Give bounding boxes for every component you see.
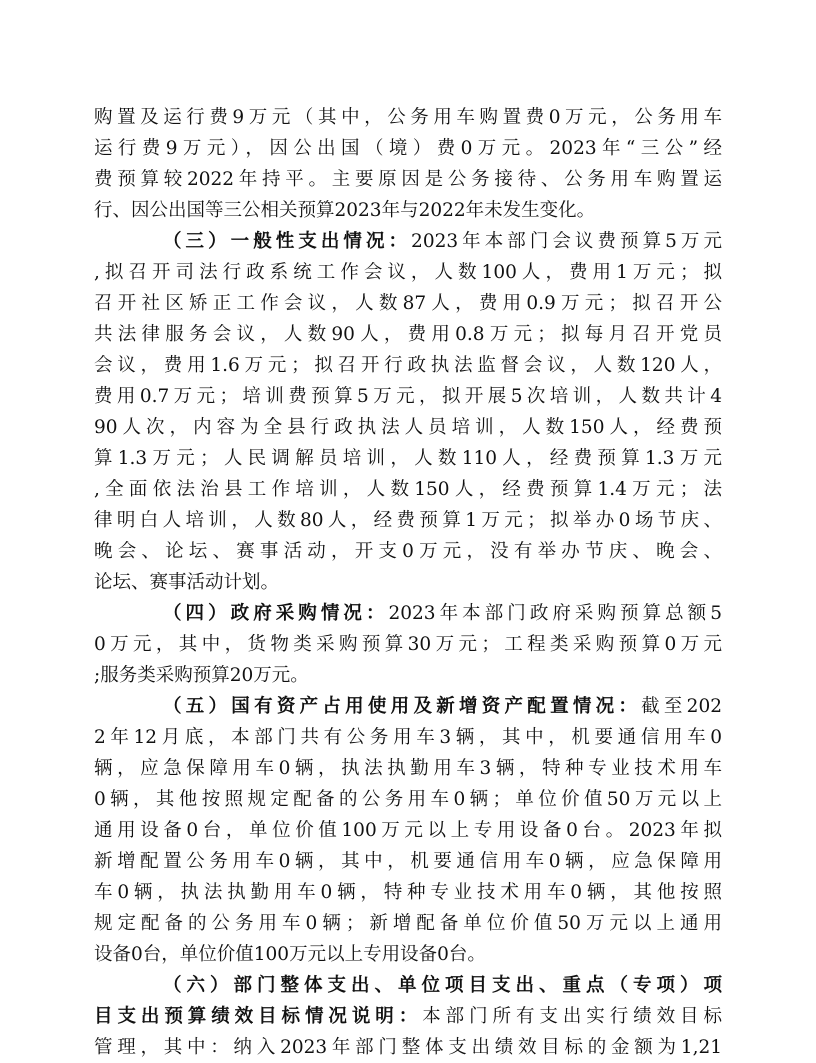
section-heading-line: （四）政府采购情况：2023年本部门政府采购预算总额5 bbox=[163, 603, 722, 624]
section-heading: （三）一般性支出情况： bbox=[163, 231, 412, 252]
body-line: 管理，其中：纳入2023年部门整体支出绩效目标的金额为1,21 bbox=[94, 1037, 722, 1058]
body-line: 召开社区矫正工作会议，人数87人，费用0.9万元；拟召开公 bbox=[94, 293, 722, 314]
section-heading-line: （三）一般性支出情况：2023年本部门会议费预算5万元 bbox=[163, 231, 722, 252]
body-line: 车0辆，执法执勤用车0辆，特种专业技术用车0辆，其他按照 bbox=[94, 882, 722, 903]
body-line: 运行费9万元），因公出国（境）费0万元。2023年“三公”经 bbox=[94, 138, 722, 159]
body-line: 辆，应急保障用车0辆，执法执勤用车3辆，特种专业技术用车 bbox=[94, 758, 722, 779]
body-line: 会议，费用1.6万元；拟召开行政执法监督会议，人数120人， bbox=[94, 355, 722, 376]
body-line: 晚会、论坛、赛事活动，开支0万元，没有举办节庆、晚会、 bbox=[94, 541, 722, 562]
body-line: 通用设备0台，单位价值100万元以上专用设备0台。2023年拟 bbox=[94, 820, 722, 841]
body-line: 购置及运行费9万元（其中，公务用车购置费0万元，公务用车 bbox=[94, 107, 722, 128]
body-line: 90人次，内容为全县行政执法人员培训，人数150人，经费预 bbox=[94, 417, 722, 438]
body-line: 行、因公出国等三公相关预算2023年与2022年未发生变化。 bbox=[94, 200, 596, 221]
body-line: ,全面依法治县工作培训，人数150人，经费预算1.4万元；法 bbox=[94, 479, 722, 500]
section-heading-line bbox=[163, 971, 722, 1001]
section-heading-line: （五）国有资产占用使用及新增资产配置情况：截至202 bbox=[163, 696, 722, 717]
body-line: 论坛、赛事活动计划。 bbox=[94, 572, 280, 593]
body-line: 算1.3万元；人民调解员培训，人数110人，经费预算1.3万元 bbox=[94, 448, 722, 469]
section-heading: （六）部门整体支出、单位项目支出、重点（专项）项 bbox=[163, 975, 722, 996]
body-line: 目支出预算绩效目标情况说明：本部门所有支出实行绩效目标 bbox=[94, 1006, 722, 1027]
body-line: 共法律服务会议，人数90人，费用0.8万元；拟每月召开党员 bbox=[94, 324, 722, 345]
body-line: 设备0台，单位价值100万元以上专用设备0台。 bbox=[94, 944, 486, 965]
body-line: ,拟召开司法行政系统工作会议，人数100人，费用1万元；拟 bbox=[94, 262, 722, 283]
body-line: 2年12月底，本部门共有公务用车3辆，其中，机要通信用车0 bbox=[94, 727, 722, 748]
body-line: 规定配备的公务用车0辆；新增配备单位价值50万元以上通用 bbox=[94, 913, 722, 934]
section-heading: （五）国有资产占用使用及新增资产配置情况： bbox=[163, 696, 642, 717]
section-heading: 目支出预算绩效目标情况说明： bbox=[94, 1006, 423, 1027]
body-line: 0辆，其他按照规定配备的公务用车0辆；单位价值50万元以上 bbox=[94, 789, 722, 810]
body-line: ;服务类采购预算20万元。 bbox=[94, 665, 309, 686]
body-line: 费用0.7万元；培训费预算5万元，拟开展5次培训，人数共计4 bbox=[94, 386, 722, 407]
section-heading: （四）政府采购情况： bbox=[163, 603, 389, 624]
body-line: 新增配置公务用车0辆，其中，机要通信用车0辆，应急保障用 bbox=[94, 851, 722, 872]
body-line: 0万元，其中，货物类采购预算30万元；工程类采购预算0万元 bbox=[94, 634, 722, 655]
body-line: 律明白人培训，人数80人，经费预算1万元；拟举办0场节庆、 bbox=[94, 510, 722, 531]
body-line: 费预算较2022年持平。主要原因是公务接待、公务用车购置运 bbox=[94, 169, 722, 190]
